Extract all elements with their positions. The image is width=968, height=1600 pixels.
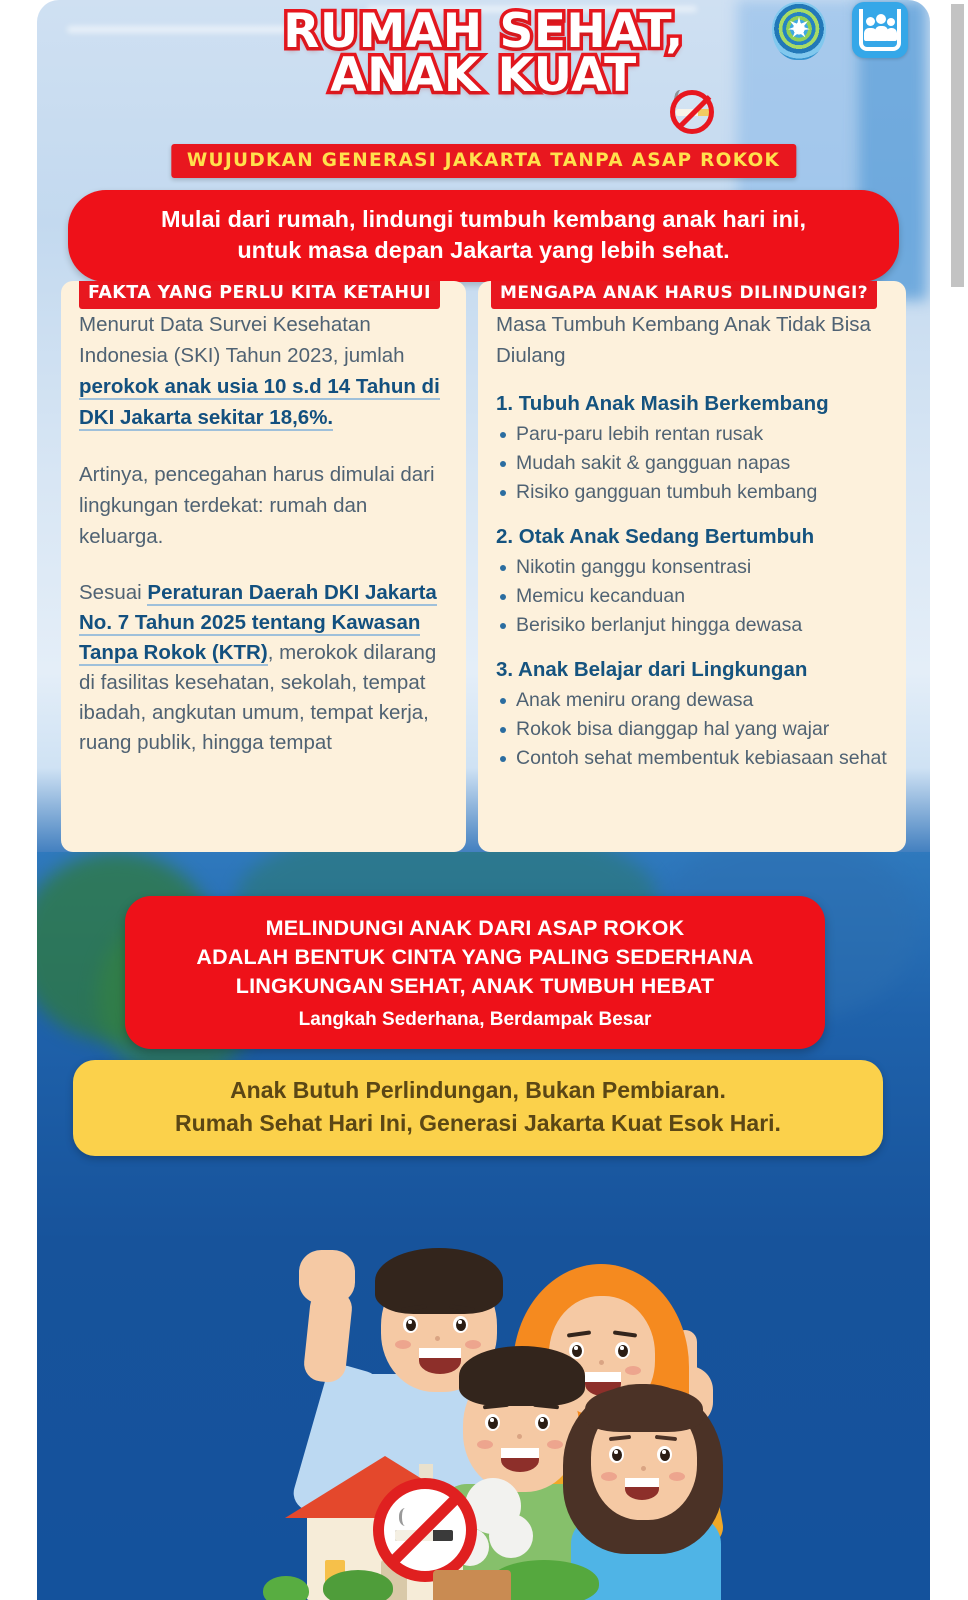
list-item: Paru-paru lebih rentan rusak (496, 420, 888, 449)
facts-p3-prefix: Sesuai (79, 581, 148, 604)
manifesto-line-1: MELINDUNGI ANAK DARI ASAP ROKOK (265, 916, 685, 940)
hero-message-banner (68, 190, 899, 282)
bush-decoration (323, 1570, 393, 1600)
manifesto-subline: Langkah Sederhana, Berdampak Besar (298, 1009, 652, 1030)
no-smoking-icon (670, 82, 724, 136)
list-item: Nikotin ganggu konsentrasi (496, 553, 888, 582)
why-section-bullets (496, 686, 888, 773)
list-item: Mudah sakit & gangguan napas (496, 449, 888, 478)
bush-decoration (263, 1576, 309, 1600)
list-item: Berisiko berlanjut hingga dewasa (496, 611, 888, 640)
list-item: Anak meniru orang dewasa (496, 686, 888, 715)
why-section-title: 1. Tubuh Anak Masih Berkembang (496, 392, 829, 415)
manifesto-line-3: LINGKUNGAN SEHAT, ANAK TUMBUH HEBAT (235, 974, 715, 998)
facts-p1-text: Menurut Data Survei Kesehatan Indonesia (SKI) Tahun 2023, jumlah (79, 313, 405, 367)
facts-paragraph-1 (79, 309, 448, 433)
facts-paragraph-3 (79, 578, 448, 758)
illustration-band (37, 852, 930, 1600)
tagline-strip: WUJUDKAN GENERASI JAKARTA TANPA ASAP ROKOK (171, 144, 796, 178)
list-item: Memicu kecanduan (496, 582, 888, 611)
why-section-title: 2. Otak Anak Sedang Bertumbuh (496, 525, 815, 548)
why-section (496, 389, 888, 507)
manifesto-box (125, 896, 825, 1049)
no-smoking-sign-icon (373, 1478, 477, 1582)
scrollbar-thumb[interactable] (951, 4, 964, 287)
why-section (496, 655, 888, 773)
infographic-poster (37, 0, 930, 1600)
headline-line-1: RUMAH SEHAT, (283, 4, 684, 59)
list-item: Risiko gangguan tumbuh kembang (496, 478, 888, 507)
list-item: Contoh sehat membentuk kebiasaan sehat (496, 744, 888, 773)
manifesto-line-2: ADALAH BENTUK CINTA YANG PALING SEDERHANA (196, 945, 754, 969)
closing-line-1: Anak Butuh Perlindungan, Bukan Pembiaran. (230, 1077, 726, 1103)
hero-line-1: Mulai dari rumah, lindungi tumbuh kembang anak hari ini, (160, 206, 806, 232)
facts-p1-highlight: perokok anak usia 10 s.d 14 Tahun di DKI Jakarta sekitar 18,6%. (79, 375, 440, 429)
facts-p3-suffix: , merokok dilarang di fasilitas kesehatan, sekolah, tempat ibadah, angkutan umum, tempat kerja, ruang publik, hingga tempat (79, 641, 437, 754)
page-title (37, 4, 930, 103)
why-section-bullets (496, 420, 888, 507)
why-section-bullets (496, 553, 888, 640)
why-protect-panel (478, 281, 906, 852)
headline-line-2: ANAK KUAT (330, 48, 637, 103)
closing-line-2: Rumah Sehat Hari Ini, Generasi Jakarta Kuat Esok Hari. (175, 1110, 781, 1136)
facts-panel-header: FAKTA YANG PERLU KITA KETAHUI (79, 281, 440, 309)
facts-p3-highlight: Peraturan Daerah DKI Jakarta No. 7 Tahun 2025 tentang Kawasan Tanpa Rokok (KTR) (79, 581, 437, 664)
smoke-puff-decoration (489, 1514, 533, 1558)
why-section-title: 3. Anak Belajar dari Lingkungan (496, 658, 808, 681)
facts-paragraph-2: Artinya, pencegahan harus dimulai dari lingkungan terdekat: rumah dan keluarga. (79, 463, 435, 548)
closing-box (73, 1060, 883, 1156)
facts-panel (61, 281, 466, 852)
info-panels (61, 281, 906, 852)
family-illustration (37, 1152, 930, 1600)
hero-line-2: untuk masa depan Jakarta yang lebih sehat. (237, 237, 730, 263)
why-protect-intro: Masa Tumbuh Kembang Anak Tidak Bisa Diulang (496, 313, 871, 367)
why-protect-panel-header: MENGAPA ANAK HARUS DILINDUNGI? (491, 281, 877, 309)
list-item: Rokok bisa dianggap hal yang wajar (496, 715, 888, 744)
vertical-scrollbar[interactable] (936, 0, 968, 1600)
why-section (496, 522, 888, 640)
fence-decoration (433, 1570, 511, 1600)
